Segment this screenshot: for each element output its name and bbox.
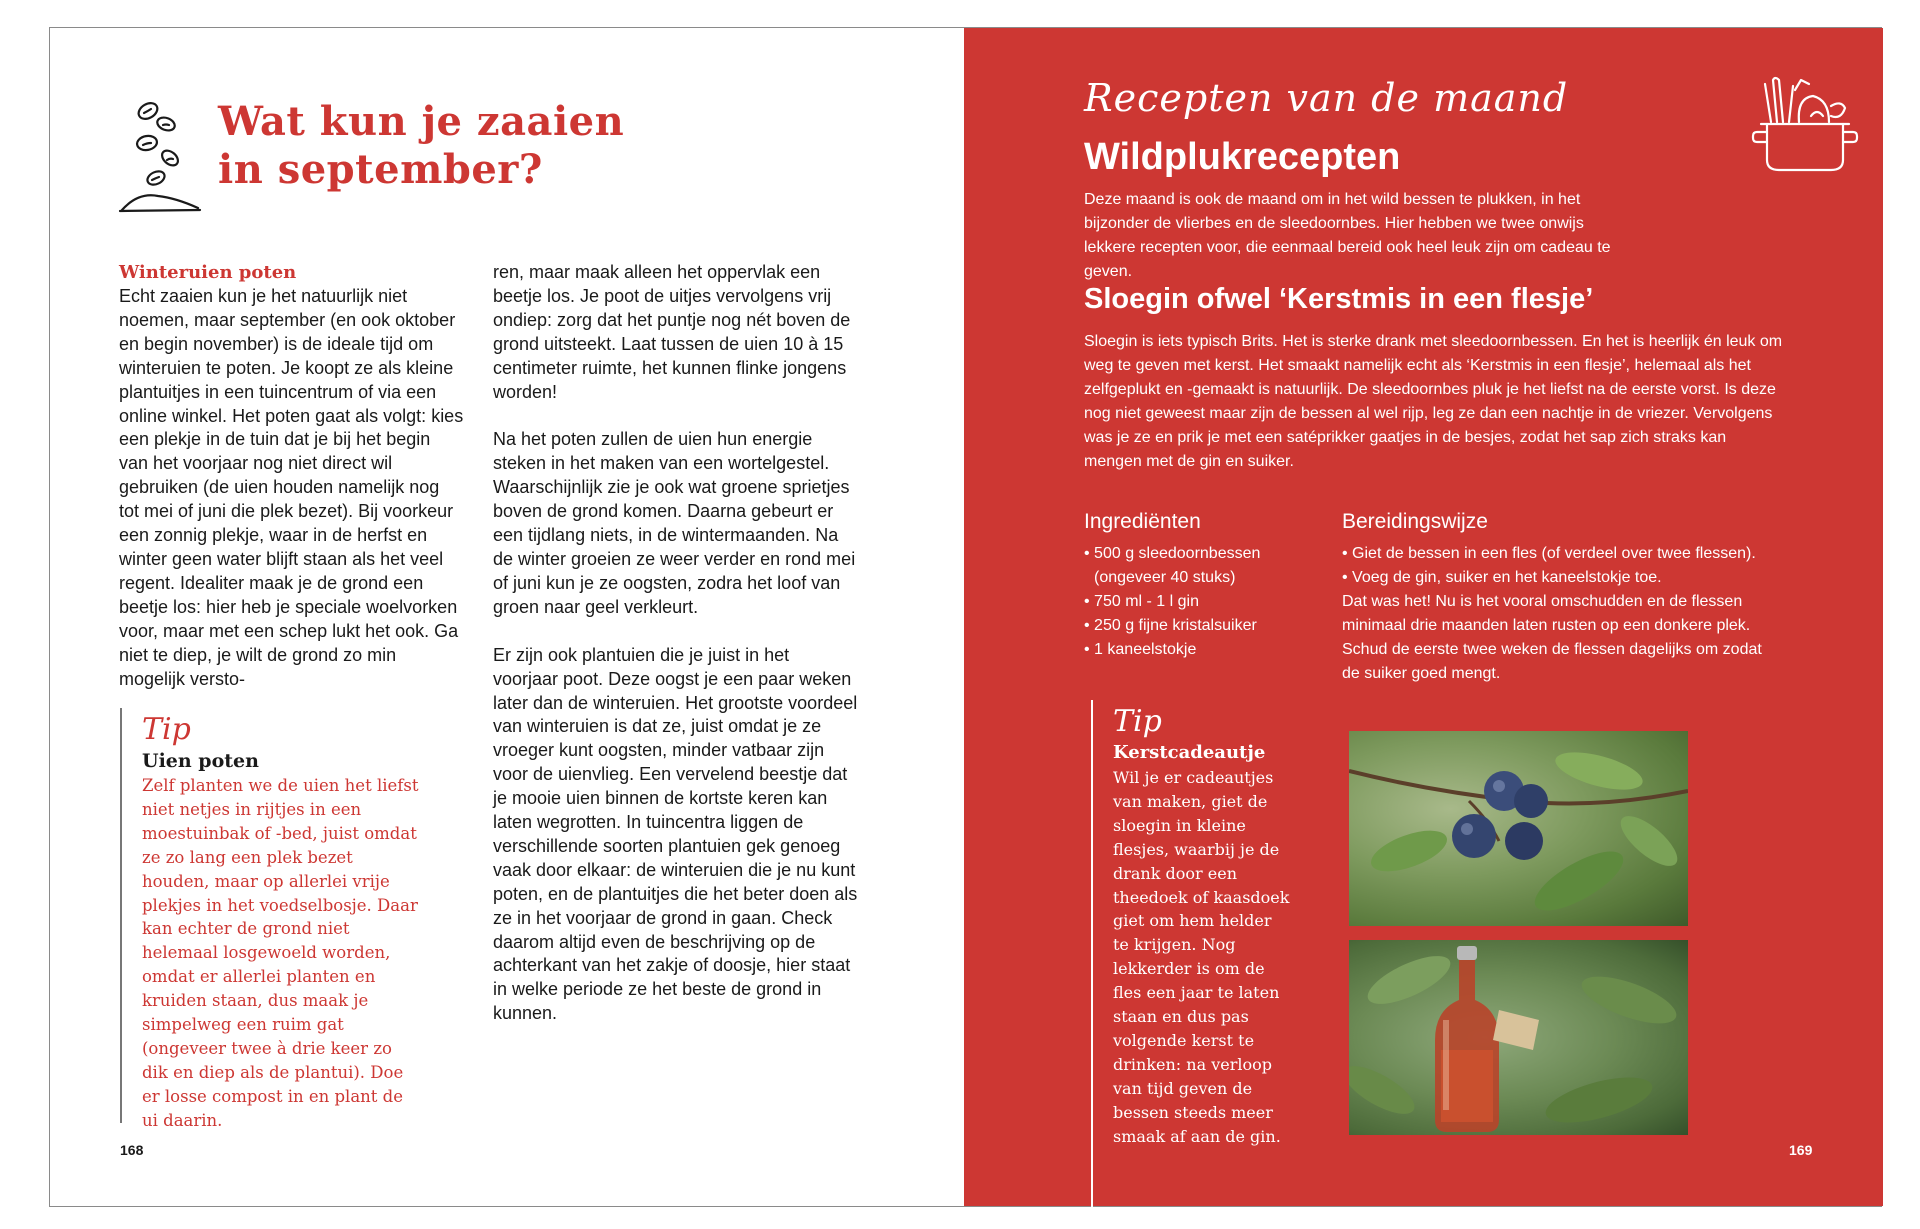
list-item: • Voeg de gin, suiker en het kaneelstokje toe. [1342,569,1662,586]
tip-label: Tip [1113,704,1162,739]
column-2 [493,261,858,1026]
left-page [50,28,964,1206]
list-item: • 250 g fijne kristalsuiker [1084,617,1257,634]
column-1 [119,261,464,691]
tip-body: Wil je er cadeautjes van maken, giet de sloegin in kleine flesjes, waarbij je de drank door een theedoek of kaasdoek giet om hem helder te krijgen. Nog lekkerder is om de fles een jaar te laten staan en dus pas volgende kerst te drinken: na verloop van tijd geven de bessen steeds meer smaak af aan de gin. [1113,768,1290,1146]
paragraph: ren, maar maak alleen het oppervlak een beetje los. Je poot de uitjes vervolgens vrij ondiep: zorg dat het puntje nog nét boven de grond uitsteekt. Laat tussen de uien 10 à 15 centimeter ruimte, het kunnen flinke jongens worden! [493,262,851,402]
berries-illustration [1349,731,1688,926]
ingredients-heading: Ingrediënten [1084,510,1201,533]
tip-title: Kerstcadeautje [1113,742,1266,763]
tip-label: Tip [142,712,191,747]
tip-body: Zelf planten we de uien het liefst niet netjes in rijtjes in een moestuinbak of -bed, juist omdat ze zo lang een plek bezet houden, maar op allerlei vrije plekjes in het voedselbosje. Daar kan echter de grond niet helemaal losgewoeld worden, omdat er allerlei planten en kruiden staan, dus maak je simpelweg een ruim gat (ongeveer twee à drie keer zo dik en diep als de plantui). Doe er losse compost in en plant de ui daarin. [142,776,419,1130]
intro-text: Deze maand is ook de maand om in het wild bessen te plukken, in het bijzonder de vlierbes en de sleedoornbes. Hier hebben we twee onwijs lekkere recepten voor, die eenmaal bereid ook heel leuk zijn om cadeau te geven. [1084,191,1611,280]
list-item: (ongeveer 40 stuks) [1094,569,1236,586]
list-item: Dat was het! Nu is het vooral omschudden en de flessen minimaal drie maanden laten rusten op een donkere plek. Schud de eerste twee weken de flessen dagelijks om zodat de suiker goed mengt. [1342,593,1762,682]
recipe-title: Sloegin ofwel ‘Kerstmis in een flesje’ [1084,283,1594,315]
bottle-illustration [1349,940,1688,1135]
page-number: 169 [1789,1142,1813,1158]
paragraph: Na het poten zullen de uien hun energie steken in het maken van een wortelgestel. Waarschijnlijk zie je ook wat groene sprietjes boven de grond komen. Daarna gebeurt er een tijdlang niets, in de wintermaanden. Na de winter groeien ze weer verder en rond mei of juni kun je ze oogsten, zodra het loof van groen naar geel verkleurt. [493,429,856,617]
recipe-description: Sloegin is iets typisch Brits. Het is sterke drank met sleedoornbessen. En het is heerlijk én leuk om weg te geven met kerst. Het smaakt namelijk echt als ‘Kerstmis in een flesje’, helemaal als het zelfgeplukt en -gemaakt is natuurlijk. De sleedoornbes pluk je het liefst na de eerste vorst. Is deze nog niet geweest maar zijn de bessen al wel rijp, leg ze dan een nachtje in de vriezer. Vervolgens was je ze en prik je met een satéprikker gaatjes in de besjes, zodat het sap zich straks kan mengen met de gin en suiker. [1084,333,1783,470]
tip-title: Uien poten [142,750,259,772]
section-heading: Winteruien poten [119,262,297,283]
page-title [218,98,624,194]
paragraph: Er zijn ook plantuien die je juist in het voorjaar poot. Deze oogst je een paar weken later dan de winteruien. Het grootste voordeel van winteruien is dat ze, juist omdat je ze vroeger kunt oogsten, minder vatbaar zijn voor de uienvlieg. Een vervelend beestje dat je mooie uien binnen de kortste keren kan laten wegrotten. In tuincentra liggen de verschillende soorten plantuien gek genoeg vaak door elkaar: de winteruien die je nu kunt poten, en de plantuitjes die het beter doen als ze in het voorjaar de grond in gaan. Check daarom altijd even de beschrijving op de achterkant van het zakje of doosje, hier staat in welke periode ze het beste de grond in kunnen. [493,644,858,1024]
method-section [1342,508,1772,686]
title-line-2: in september? [218,146,543,193]
book-spread [49,27,1882,1207]
list-item: • 750 ml - 1 l gin [1084,593,1199,610]
right-page [964,28,1883,1206]
title-line-1: Wat kun je zaaien [218,98,625,145]
paragraph: Echt zaaien kun je het natuurlijk niet noemen, maar september (en ook oktober en begin november) is de ideale tijd om winteruien te poten. Je koopt ze als kleine plantuitjes in een tuincentrum of via een online winkel. Het poten gaat als volgt: kies een plekje in de tuin dat je bij het begin van het voorjaar nog niet direct wil gebruiken (de uien houden namelijk nog tot mei of juni die plek bezet). Bij voorkeur een zonnig plekje, waar in de herfst en winter geen water blijft staan als het veel regent. Idealiter maak je de grond een beetje los: hier heb je speciale woelvorken voor, maar met een schep lukt het ook. Ga niet te diep, je wilt de grond zo min mogelijk versto- [119,286,464,689]
method-heading: Bereidingswijze [1342,510,1488,533]
ingredients-list [1084,542,1304,662]
script-heading: Recepten van de maand [1084,76,1569,120]
seeds-icon [118,98,202,216]
cooking-pot-icon [1751,76,1861,176]
page-number: 168 [120,1142,144,1158]
list-item: • 1 kaneelstokje [1084,641,1197,658]
list-item: • 500 g sleedoornbessen [1084,545,1261,562]
tip-box [1091,700,1291,1208]
tip-box [120,708,420,1130]
main-title: Wildplukrecepten [1084,136,1401,178]
sloe-berries-photo [1349,731,1688,926]
ingredients-section [1084,508,1304,662]
list-item: • Giet de bessen in een fles (of verdeel over twee flessen). [1342,545,1756,562]
sloe-gin-bottle-photo [1349,940,1688,1135]
method-list [1342,542,1772,686]
